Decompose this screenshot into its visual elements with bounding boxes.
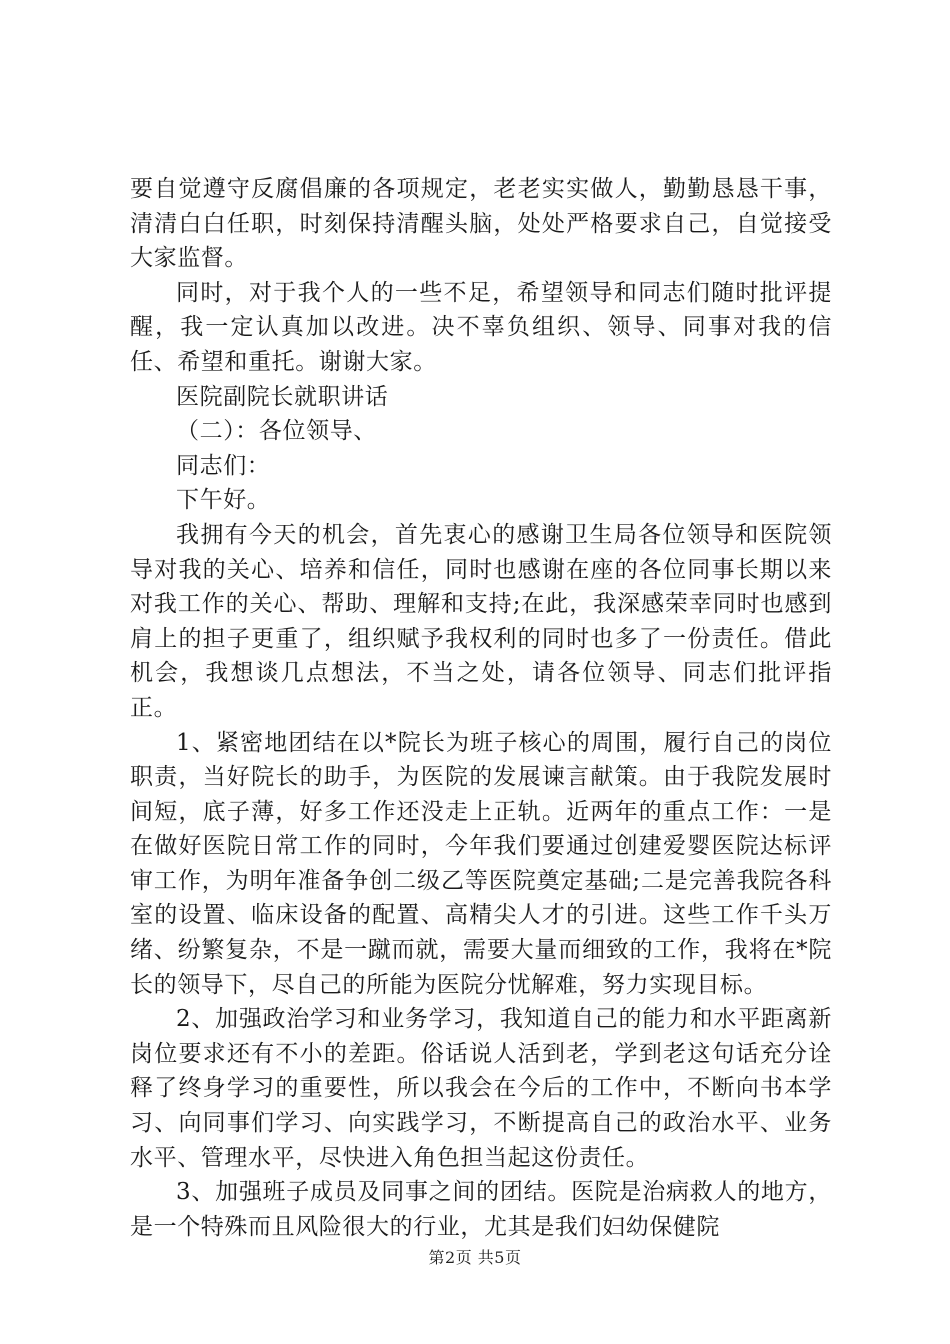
section-heading: 医院副院长就职讲话 xyxy=(176,383,389,410)
paragraph-intro: 我拥有今天的机会，首先衷心的感谢卫生局各位领导和医院领导对我的关心、培养和信任，同时也感谢在座的各位同事长期以来对我工作的关心、帮助、理解和支持;在此，我深感荣幸同时也感到肩上的担子更重了，组织赋予我权利的同时也多了一份责任。借此机会，我想谈几点想法，不当之处，请各位领导、同志们批评指正。 xyxy=(130,521,832,721)
section-subheading: （二）：各位领导、 xyxy=(176,418,377,445)
paragraph-1: 要自觉遵守反腐倡廉的各项规定，老老实实做人，勤勤恳恳干事，清清白白任职，时刻保持清醒头脑，处处严格要求自己，自觉接受大家监督。 xyxy=(130,176,832,272)
salutation: 同志们： xyxy=(176,452,271,479)
paragraph-point-3: 3、加强班子成员及同事之间的团结。医院是治病救人的地方，是一个特殊而且风险很大的行业，尤其是我们妇幼保健院 xyxy=(130,1179,832,1240)
paragraph-2: 同时，对于我个人的一些不足，希望领导和同志们随时批评提醒，我一定认真加以改进。决不辜负组织、领导、同事对我的信任、希望和重托。谢谢大家。 xyxy=(130,279,832,375)
page-number-footer: 第2页 共5页 xyxy=(428,1248,522,1267)
paragraph-point-2: 2、加强政治学习和业务学习，我知道自己的能力和水平距离新岗位要求还有不小的差距。俗话说人活到老，学到老这句话充分诠释了终身学习的重要性，所以我会在今后的工作中，不断向书本学习、向同事们学习、向实践学习，不断提高自己的政治水平、业务水平、管理水平，尽快进入角色担当起这份责任。 xyxy=(130,1006,832,1171)
greeting: 下午好。 xyxy=(176,487,271,514)
paragraph-point-1: 1、紧密地团结在以*院长为班子核心的周围，履行自己的岗位职责，当好院长的助手，为医院的发展谏言献策。由于我院发展时间短，底子薄，好多工作还没走上正轨。近两年的重点工作：一是在做好医院日常工作的同时，今年我们要通过创建爱婴医院达标评审工作，为明年准备争创二级乙等医院奠定基础;二是完善我院各科室的设置、临床设备的配置、高精尖人才的引进。这些工作千头万绪、纷繁复杂，不是一蹴而就，需要大量而细致的工作，我将在*院长的领导下，尽自己的所能为医院分忧解难，努力实现目标。 xyxy=(130,729,832,998)
document-body xyxy=(130,172,832,1244)
